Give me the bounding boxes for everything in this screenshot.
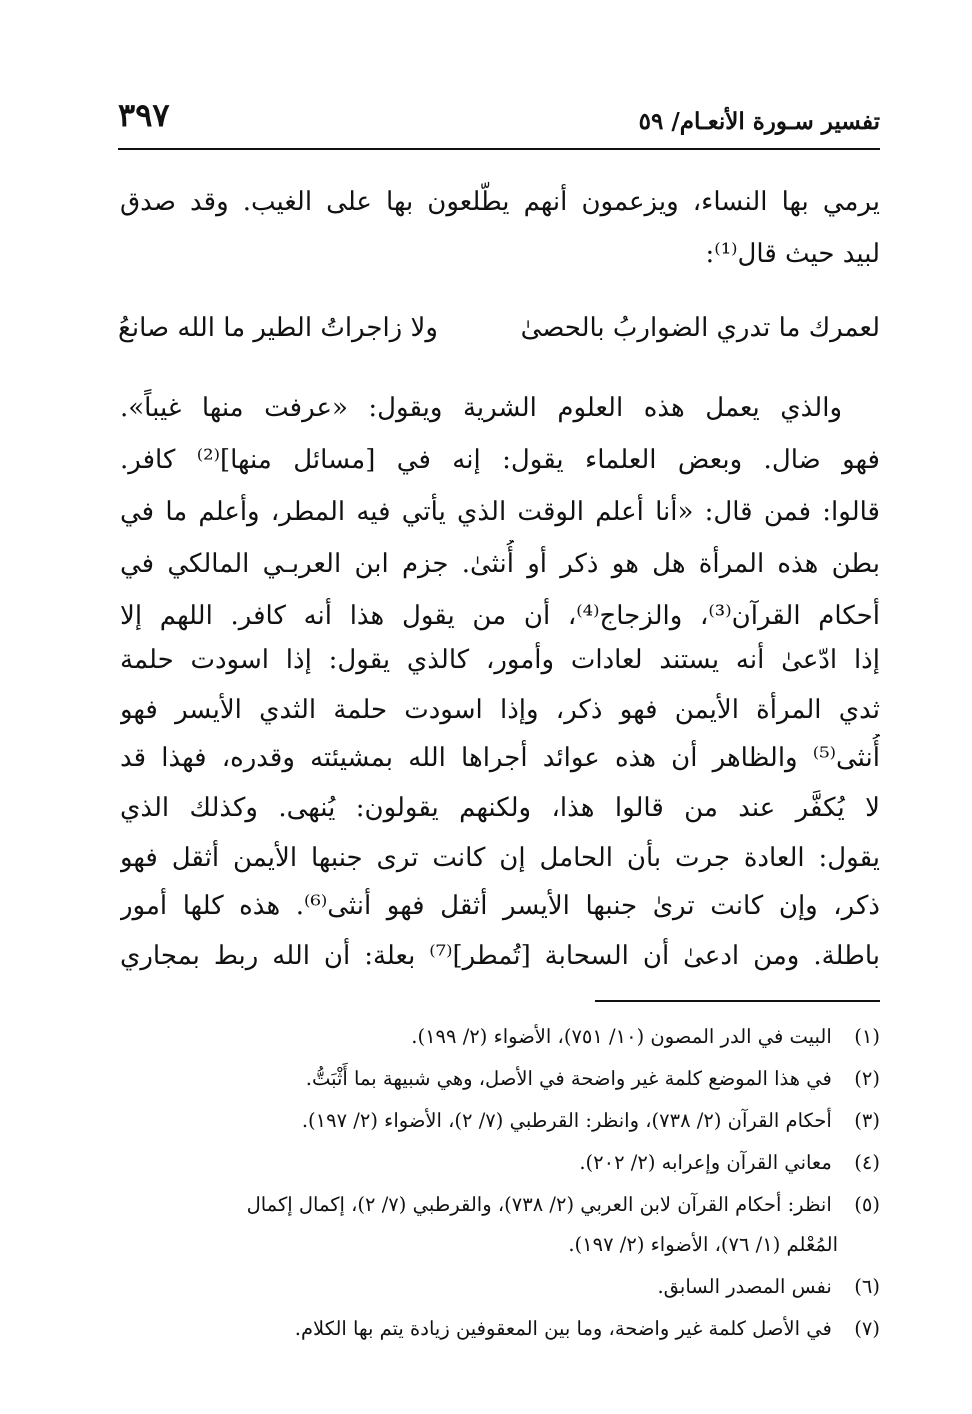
footnote-number: (٣) xyxy=(854,1109,880,1132)
body-line: والذي يعمل هذه العلوم الشرية ويقول: «عرفت منها غيباً». xyxy=(120,393,842,423)
footnote-number: (٧) xyxy=(854,1317,880,1340)
body-line: باطلة. ومن ادعىٰ أن السحابة [تُمطر]⁽⁷⁾ بعلة: أن الله ربط بمجاري xyxy=(120,941,880,971)
page-number: ٣٩٧ xyxy=(118,96,170,134)
body-line: لبيد حيث قال⁽¹⁾: xyxy=(705,239,880,269)
footnote-text: البيت في الدر المصون (١٠/ ٧٥١)، الأضواء (٢/ ١٩٩). xyxy=(411,1025,832,1048)
body-line: ثدي المرأة الأيمن فهو ذكر، وإذا اسودت حلمة الثدي الأيسر فهو xyxy=(120,695,880,725)
body-line: يقول: العادة جرت بأن الحامل إن كانت ترى جنبها الأيمن أثقل فهو xyxy=(120,843,880,873)
body-line: إذا ادّعىٰ أنه يستند لعادات وأمور، كالذي يقول: إذا اسودت حلمة xyxy=(120,645,880,675)
footnote-text: في الأصل كلمة غير واضحة، وما بين المعقوفين زيادة يتم بها الكلام. xyxy=(294,1317,832,1340)
body-line: فهو ضال. وبعض العلماء يقول: إنه في [مسائل منها]⁽²⁾ كافر. xyxy=(120,445,880,475)
body-line: قالوا: فمن قال: «أنا أعلم الوقت الذي يأتي فيه المطر، وأعلم ما في xyxy=(120,497,880,527)
footnote-text: معاني القرآن وإعرابه (٢/ ٢٠٢). xyxy=(579,1151,832,1174)
footnote-text: في هذا الموضع كلمة غير واضحة في الأصل، وهي شبيهة بما أَثْبَتُّ. xyxy=(305,1067,832,1090)
footnote-separator xyxy=(595,1000,880,1002)
header-rule xyxy=(118,148,880,150)
verse-first-hemistich: لعمرك ما تدري الضواربُ بالحصىٰ xyxy=(520,313,880,343)
footnote-text: أحكام القرآن (٢/ ٧٣٨)، وانظر: القرطبي (٧/ ٢)، الأضواء (٢/ ١٩٧). xyxy=(301,1109,832,1132)
footnote xyxy=(120,1310,880,1348)
footnote-text: نفس المصدر السابق. xyxy=(657,1275,832,1298)
body-line: يرمي بها النساء، ويزعمون أنهم يطّلعون بها على الغيب. وقد صدق xyxy=(120,187,880,217)
running-title: تفسير سـورة الأنعـام/ ٥٩ xyxy=(638,108,880,135)
body-line: أُنثى⁽⁵⁾ والظاهر أن هذه عوائد أجراها الله بمشيئته وقدره، فهذا قد xyxy=(120,743,880,773)
body-line: لا يُكفَّر عند من قالوا هذا، ولكنهم يقولون: يُنهى. وكذلك الذي xyxy=(120,793,880,823)
body-line: أحكام القرآن⁽³⁾، والزجاج⁽⁴⁾، أن من يقول هذا أنه كافر. اللهم إلا xyxy=(120,601,880,631)
footnote xyxy=(120,1144,880,1182)
footnote-number: (٦) xyxy=(854,1275,880,1298)
body-line: بطن هذه المرأة هل هو ذكر أو أُنثىٰ. جزم ابن العربـي المالكي في xyxy=(120,549,880,579)
verse-second-hemistich: ولا زاجراتُ الطير ما الله صانعُ xyxy=(118,313,438,343)
footnote xyxy=(120,1018,880,1056)
footnote xyxy=(120,1060,880,1098)
footnote xyxy=(120,1268,880,1306)
footnote-number: (٥) xyxy=(854,1193,880,1216)
footnote xyxy=(120,1102,880,1140)
footnote-continuation: المُعْلم (١/ ٧٦)، الأضواء (٢/ ١٩٧). xyxy=(568,1233,838,1256)
footnote-number: (١) xyxy=(854,1025,880,1048)
footnote-number: (٢) xyxy=(854,1067,880,1090)
footnote-text: انظر: أحكام القرآن لابن العربي (٢/ ٧٣٨)، والقرطبي (٧/ ٢)، إكمال إكمال xyxy=(246,1193,832,1216)
body-line: ذكر، وإن كانت ترىٰ جنبها الأيسر أثقل فهو أنثى⁽⁶⁾. هذه كلها أمور xyxy=(120,891,880,921)
footnote-number: (٤) xyxy=(854,1151,880,1174)
footnote xyxy=(120,1186,880,1224)
